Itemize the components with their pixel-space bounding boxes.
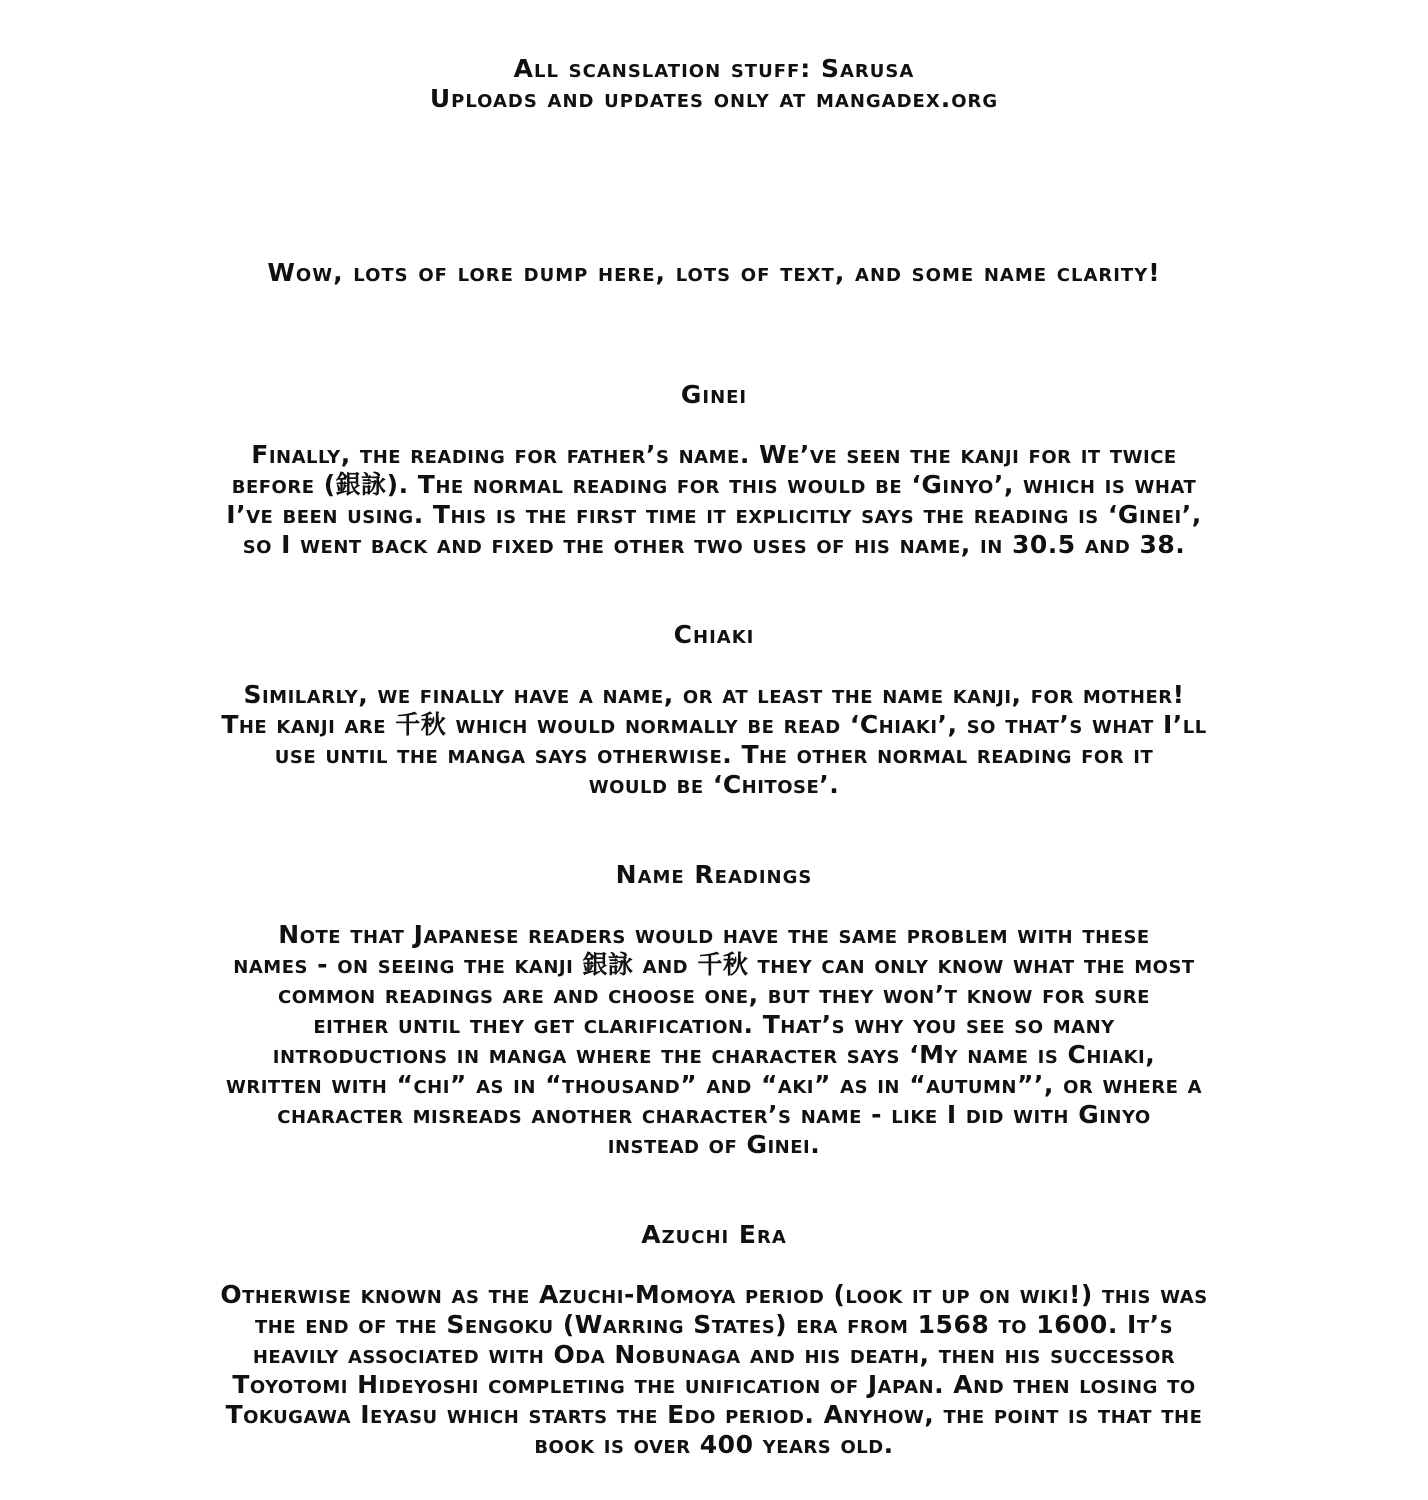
body-line: would be ‘Chitose’. <box>588 770 840 799</box>
body-line: Similarly, we finally have a name, or at least the name kanji, for mother! <box>243 680 1185 709</box>
body-line: instead of Ginei. <box>607 1130 821 1159</box>
body-line: I’ve been using. This is the first time it explicitly says the reading is ‘Ginei’, <box>226 500 1202 529</box>
body-line: the end of the Sengoku (Warring States) era from 1568 to 1600. It’s <box>254 1310 1174 1339</box>
body-line: use until the manga says otherwise. The other normal reading for it <box>274 740 1154 769</box>
body-line: The kanji are 千秋 which would normally be read ‘Chiaki’, so that’s what I’ll <box>221 710 1207 739</box>
body-line: before (銀詠). The normal reading for this would be ‘Ginyo’, which is what <box>231 470 1197 499</box>
credits-line: All scanslation stuff: Sarusa <box>513 54 915 83</box>
section-title-ginei: Ginei <box>680 380 748 409</box>
section-body-name-readings <box>114 920 1314 1160</box>
section-body-azuchi-era <box>114 1280 1314 1460</box>
credits-block <box>0 54 1428 114</box>
body-line: either until they get clarification. That’s why you see so many <box>313 1010 1115 1039</box>
section-title-azuchi-era: Azuchi Era <box>641 1220 787 1249</box>
section-body-chiaki <box>114 680 1314 800</box>
body-line: book is over 400 years old. <box>534 1430 894 1459</box>
uploads-line: Uploads and updates only at mangadex.org <box>429 84 999 113</box>
body-line: character misreads another character’s name - like I did with Ginyo <box>277 1100 1151 1129</box>
section-title-name-readings: Name Readings <box>615 860 813 889</box>
body-line: names - on seeing the kanji 銀詠 and 千秋 they can only know what the most <box>233 950 1195 979</box>
body-line: Toyotomi Hideyoshi completing the unification of Japan. And then losing to <box>232 1370 1196 1399</box>
section-title-chiaki: Chiaki <box>673 620 755 649</box>
body-line: written with “chi” as in “thousand” and “aki” as in “autumn”’, or where a <box>225 1070 1202 1099</box>
section-body-ginei <box>114 440 1314 560</box>
body-line: heavily associated with Oda Nobunaga and his death, then his successor <box>252 1340 1176 1369</box>
intro-text: Wow, lots of lore dump here, lots of text, and some name clarity! <box>267 258 1161 287</box>
body-line: Otherwise known as the Azuchi-Momoya period (look it up on wiki!) this was <box>220 1280 1208 1309</box>
body-line: Finally, the reading for father’s name. We’ve seen the kanji for it twice <box>251 440 1177 469</box>
body-line: common readings are and choose one, but they won’t know for sure <box>278 980 1150 1009</box>
body-line: introductions in manga where the character says ‘My name is Chiaki, <box>272 1040 1156 1069</box>
body-line: Note that Japanese readers would have the same problem with these <box>278 920 1150 949</box>
body-line: so I went back and fixed the other two uses of his name, in 30.5 and 38. <box>242 530 1186 559</box>
body-line: Tokugawa Ieyasu which starts the Edo period. Anyhow, the point is that the <box>225 1400 1203 1429</box>
